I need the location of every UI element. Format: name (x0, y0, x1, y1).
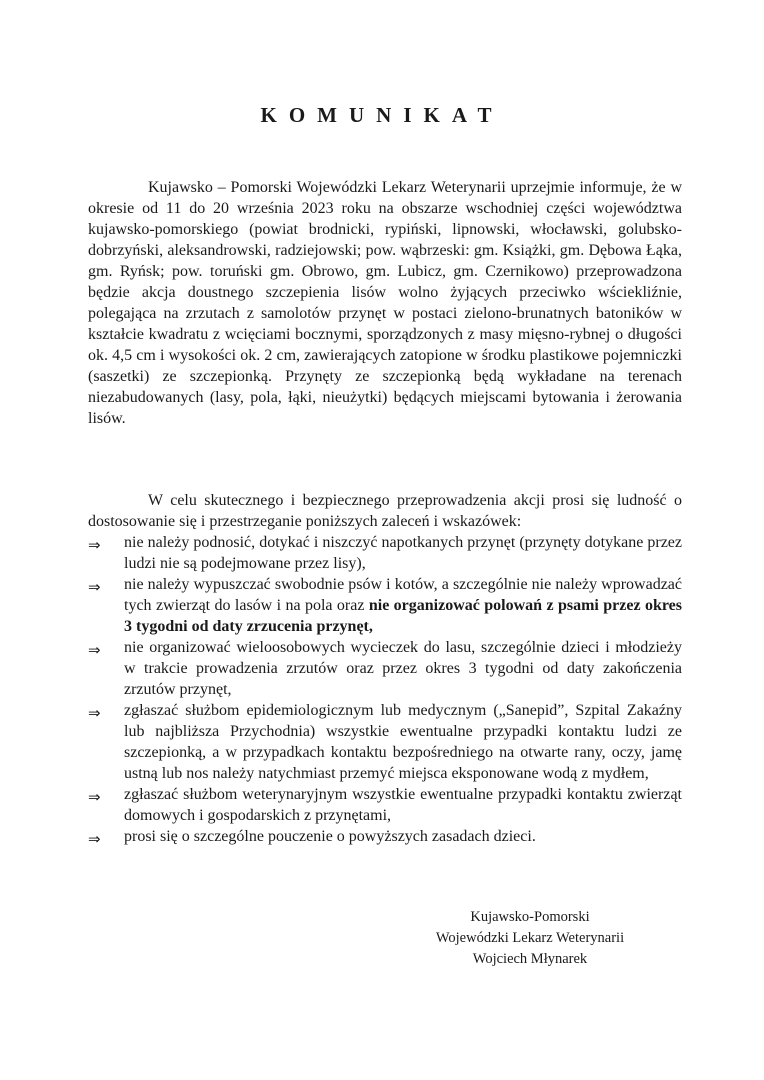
list-item-text: zgłaszać służbom weterynaryjnym wszystkie ewentualne przypadki kontaktu zwierząt domowych i gospodarskich z przynętami, (124, 786, 682, 824)
double-arrow-icon: ⇒ (88, 578, 101, 596)
list-item-text: prosi się o szczególne pouczenie o powyższych zasadach dzieci. (124, 828, 536, 845)
page-title: KOMUNIKAT (260, 103, 504, 127)
list-item (88, 784, 682, 826)
signature-block (400, 907, 660, 970)
list-item-text: zgłaszać służbom epidemiologicznym lub medycznym („Sanepid”, Szpital Zakaźny lub najbliższa Przychodnia) wszystkie ewentualne przypadki kontaktu ludzi ze szczepionką, a w przypadkach kontaktu bezpośredniego na otwarte rany, oczy, jamę ustną lub nos należy natychmiast przemyć miejsca eksponowane wodą z mydłem, (124, 702, 682, 782)
list-item-text: nie należy wypuszczać swobodnie psów i kotów, a szczególnie nie należy wprowadzać tych zwierząt do lasów i na pola oraz (124, 576, 682, 614)
list-item (88, 700, 682, 784)
list-item (88, 637, 682, 700)
list-item (88, 532, 682, 574)
list-item (88, 826, 682, 847)
signature-line-name: Wojciech Młynarek (472, 951, 588, 967)
intro-paragraph: Kujawsko – Pomorski Wojewódzki Lekarz Weterynarii uprzejmie informuje, że w okresie od 11 do 20 września 2023 roku na obszarze wschodniej części województwa kujawsko-pomorskiego (powiat brodnicki, rypiński, lipnowski, włocławski, golubsko-dobrzyński, aleksandrowski, radziejowski; pow. wąbrzeski: gm. Książki, gm. Dębowa Łąka, gm. Ryńsk; pow. toruński gm. Obrowo, gm. Lubicz, gm. Czernikowo) przeprowadzona będzie akcja doustnego szczepienia lisów wolno żyjących przeciwko wściekliźnie, polegająca na zrzutach z samolotów przynęt w postaci zielono-brunatnych batoników w kształcie kwadratu z wcięciami bocznymi, sporządzonych z masy mięsno-rybnej o długości ok. 4,5 cm i wysokości ok. 2 cm, zawierających zatopione w środku plastikowe pojemniczki (saszetki) ze szczepionką. Przynęty ze szczepionką będą wykładane na terenach niezabudowanych (lasy, pola, łąki, nieużytki) będących miejscami bytowania i żerowania lisów. (88, 179, 682, 427)
instructions-paragraph: W celu skutecznego i bezpiecznego przeprowadzenia akcji prosi się ludność o dostosowanie się i przestrzeganie poniższych zaleceń i wskazówek: (88, 492, 682, 530)
signature-line-office: Wojewódzki Lekarz Weterynarii (435, 930, 625, 946)
signature-line-region: Kujawsko-Pomorski (470, 909, 590, 925)
double-arrow-icon: ⇒ (88, 788, 101, 806)
double-arrow-icon: ⇒ (88, 830, 101, 848)
list-item-text: nie należy podnosić, dotykać i niszczyć napotkanych przynęt (przynęty dotykane przez ludzi nie są podejmowane przez lisy), (124, 534, 682, 572)
list-item (88, 574, 682, 637)
double-arrow-icon: ⇒ (88, 641, 101, 659)
list-item-bold-text: nie organizować polowań z psami przez okres 3 tygodni od daty zrzucenia przynęt, (124, 597, 682, 635)
recommendations-list (88, 532, 682, 847)
list-item-text: nie organizować wieloosobowych wycieczek do lasu, szczególnie dzieci i młodzieży w trakcie prowadzenia zrzutów oraz przez okres 3 tygodni od daty zakończenia zrzutów przynęt, (124, 639, 682, 698)
double-arrow-icon: ⇒ (88, 536, 101, 554)
double-arrow-icon: ⇒ (88, 704, 101, 722)
